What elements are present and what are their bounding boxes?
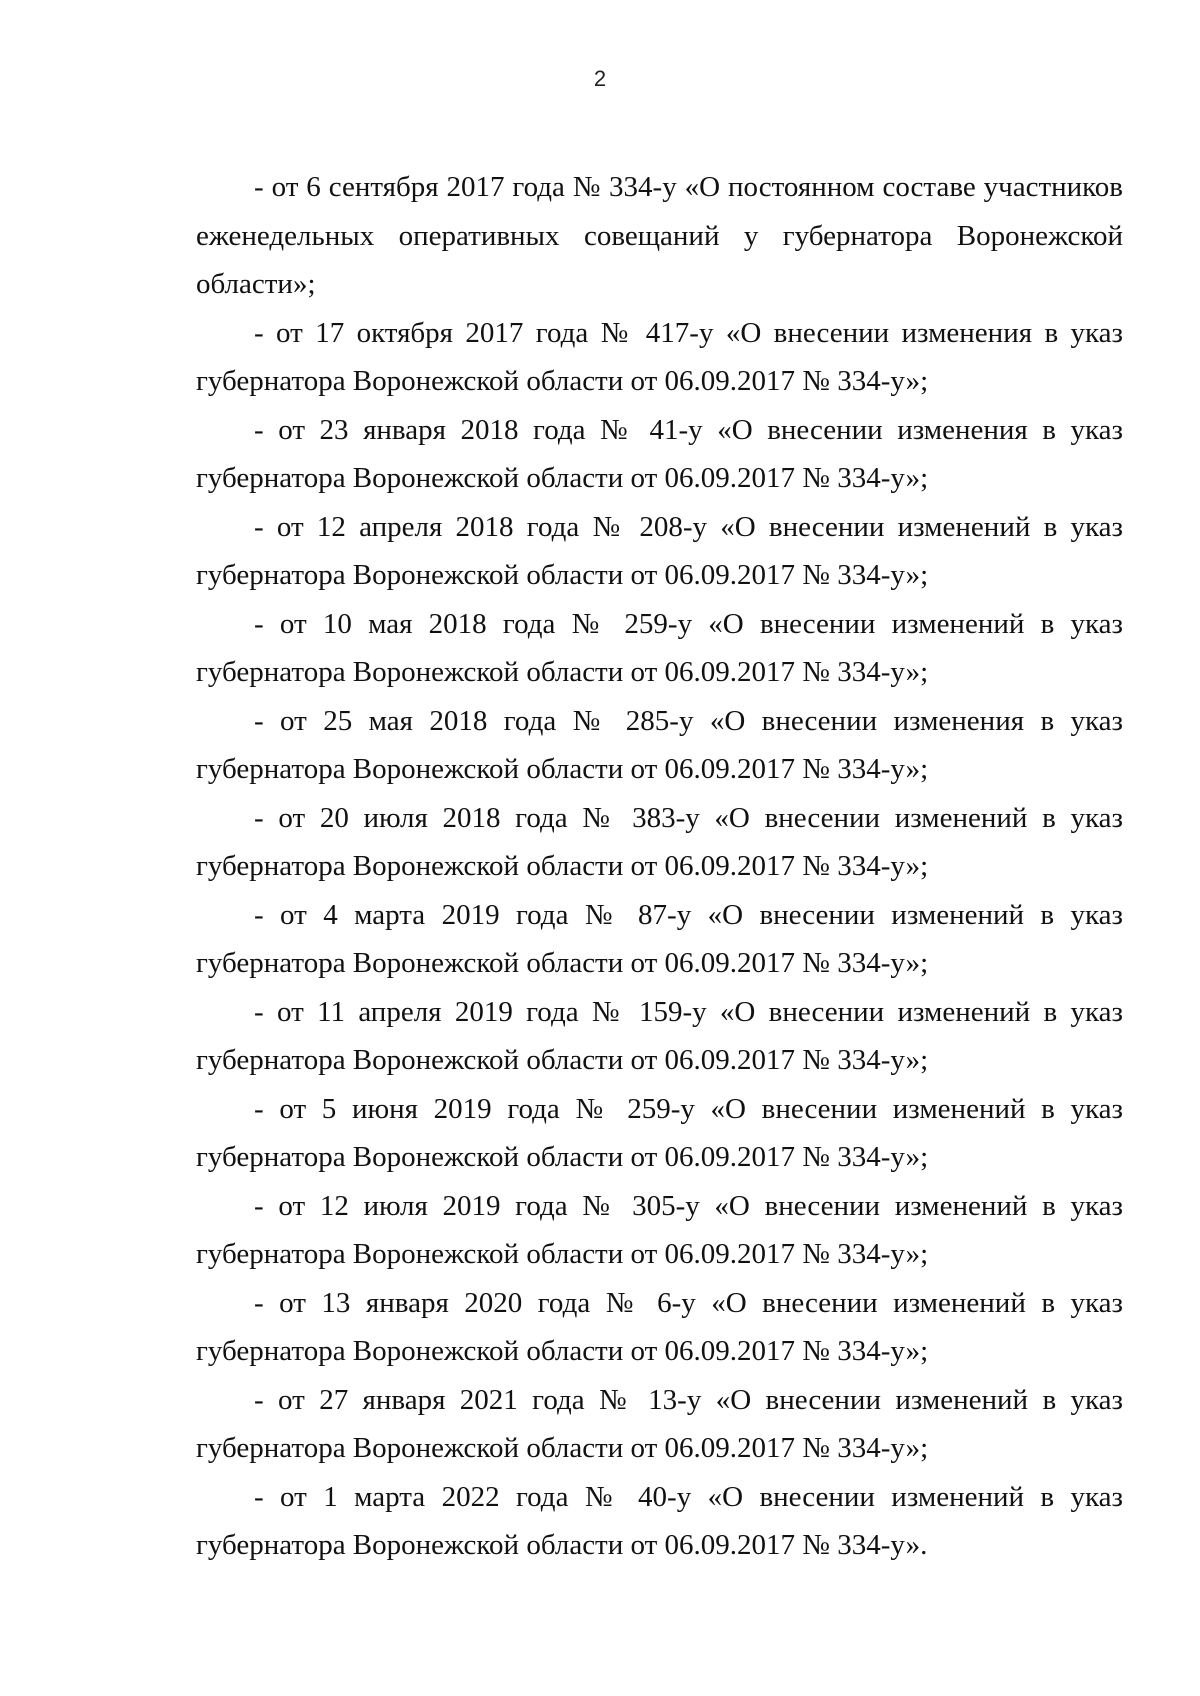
decree-list-item: - от 6 сентября 2017 года № 334-у «О постоянном составе участников еженедельных оперативных совещаний у губернатора Воронежской области»; [196, 171, 1123, 300]
decree-list-item: - от 1 марта 2022 года № 40-у «О внесении изменений в указ губернатора Воронежской области от 06.09.2017 № 334-у». [196, 1480, 1123, 1561]
decree-list-item: - от 27 января 2021 года № 13-у «О внесении изменений в указ губернатора Воронежской области от 06.09.2017 № 334-у»; [196, 1383, 1123, 1464]
decree-list-item: - от 13 января 2020 года № 6-у «О внесении изменений в указ губернатора Воронежской области от 06.09.2017 № 334-у»; [196, 1286, 1123, 1367]
decree-list-item: - от 12 июля 2019 года № 305-у «О внесении изменений в указ губернатора Воронежской области от 06.09.2017 № 334-у»; [196, 1189, 1123, 1270]
page-number: 2 [593, 66, 607, 91]
decree-list-item: - от 17 октября 2017 года № 417-у «О внесении изменения в указ губернатора Воронежской области от 06.09.2017 № 334-у»; [196, 316, 1123, 397]
decree-list-item: - от 10 мая 2018 года № 259-у «О внесении изменений в указ губернатора Воронежской области от 06.09.2017 № 334-у»; [196, 607, 1123, 688]
decree-list-item: - от 4 марта 2019 года № 87-у «О внесении изменений в указ губернатора Воронежской области от 06.09.2017 № 334-у»; [196, 898, 1123, 979]
decree-list-item: - от 25 мая 2018 года № 285-у «О внесении изменения в указ губернатора Воронежской области от 06.09.2017 № 334-у»; [196, 704, 1123, 785]
decree-list-item: - от 12 апреля 2018 года № 208-у «О внесении изменений в указ губернатора Воронежской области от 06.09.2017 № 334-у»; [196, 510, 1123, 591]
decree-list-item: - от 23 января 2018 года № 41-у «О внесении изменения в указ губернатора Воронежской области от 06.09.2017 № 334-у»; [196, 413, 1123, 494]
decree-list-item: - от 11 апреля 2019 года № 159-у «О внесении изменений в указ губернатора Воронежской области от 06.09.2017 № 334-у»; [196, 995, 1123, 1076]
decree-list [196, 163, 1123, 1570]
decree-list-item: - от 5 июня 2019 года № 259-у «О внесении изменений в указ губернатора Воронежской области от 06.09.2017 № 334-у»; [196, 1092, 1123, 1173]
decree-list-item: - от 20 июля 2018 года № 383-у «О внесении изменений в указ губернатора Воронежской области от 06.09.2017 № 334-у»; [196, 801, 1123, 882]
